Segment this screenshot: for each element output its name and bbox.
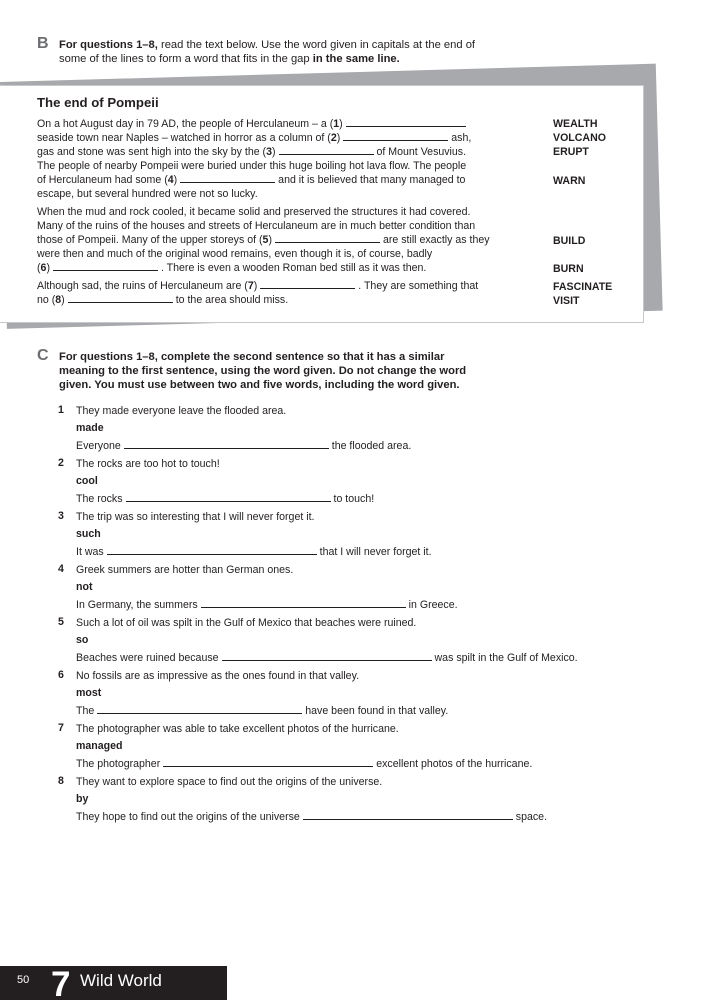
passage-text: . There is even a wooden Roman bed still as it was then. — [160, 262, 427, 274]
passage-line — [37, 173, 465, 187]
sentence-end: have been found in that valley. — [305, 705, 449, 717]
instr-part: in the same line. — [312, 53, 400, 65]
sentence-end: space. — [515, 811, 548, 823]
section-instructions — [59, 38, 475, 66]
passage-text: ) — [61, 294, 65, 306]
section-b-header — [37, 35, 637, 66]
keyword: WEALTH — [553, 118, 598, 130]
passage-text: ) — [339, 118, 343, 130]
rewrite-sentence — [76, 492, 374, 506]
key-word: made — [76, 422, 104, 434]
section-letter: C — [37, 347, 49, 364]
answer-gap[interactable] — [343, 131, 448, 141]
section-instructions — [59, 350, 466, 392]
answer-line[interactable] — [107, 545, 317, 555]
keyword: VOLCANO — [553, 132, 606, 144]
rewrite-sentence — [76, 598, 458, 612]
passage-text: . They are something that — [358, 280, 479, 292]
instr-part: read the text below. Use the word given in capitals at the end of — [157, 39, 476, 51]
passage-line — [37, 145, 466, 159]
question-number: 5 — [58, 616, 64, 628]
rewrite-sentence — [76, 545, 432, 559]
passage-line — [37, 293, 288, 307]
sentence-end: was spilt in the Gulf of Mexico. — [434, 652, 578, 664]
passage-line — [37, 279, 478, 293]
sentence-end: the flooded area. — [331, 440, 412, 452]
question-number: 1 — [58, 404, 64, 416]
sentence-start: It was — [76, 546, 104, 558]
question-sentence: The photographer was able to take excellent photos of the hurricane. — [76, 723, 399, 735]
question-number: 4 — [58, 563, 64, 575]
passage-line — [37, 219, 475, 233]
gap-number: 7 — [247, 280, 254, 292]
sentence-start: The — [76, 705, 95, 717]
answer-line[interactable] — [303, 810, 513, 820]
sentence-start: Beaches were ruined because — [76, 652, 219, 664]
answer-gap[interactable] — [68, 293, 173, 303]
passage-text: ) — [46, 262, 50, 274]
answer-gap[interactable] — [260, 279, 355, 289]
rewrite-sentence — [76, 651, 578, 665]
passage-text: ) — [272, 146, 276, 158]
question-number: 6 — [58, 669, 64, 681]
instr-part: For questions 1–8, — [59, 39, 158, 51]
sentence-start: The photographer — [76, 758, 161, 770]
key-word: by — [76, 793, 89, 805]
sentence-start: In Germany, the summers — [76, 599, 198, 611]
passage-text: On a hot August day in 79 AD, the people of Herculaneum – a ( — [37, 118, 334, 130]
gap-number: 5 — [262, 234, 269, 246]
answer-gap[interactable] — [279, 145, 374, 155]
passage-line — [37, 187, 258, 201]
passage-line — [37, 261, 426, 275]
keyword: BUILD — [553, 235, 586, 247]
sentence-start: The rocks — [76, 493, 123, 505]
passage-text: those of Pompeii. Many of the upper storeys of ( — [37, 234, 263, 246]
passage-text: were then and much of the original wood remains, even though it is, of course, badly — [37, 248, 433, 260]
passage-text: are still exactly as they — [382, 234, 490, 246]
gap-number: 6 — [40, 262, 47, 274]
passage-text: The people of nearby Pompeii were buried under this huge boiling hot lava flow. The people — [37, 160, 467, 172]
rewrite-sentence — [76, 704, 448, 718]
sentence-start: Everyone — [76, 440, 121, 452]
sentence-start: They hope to find out the origins of the universe — [76, 811, 300, 823]
key-word: most — [76, 687, 102, 699]
page-number: 50 — [17, 974, 30, 986]
passage-line — [37, 247, 432, 261]
answer-line[interactable] — [163, 757, 373, 767]
passage-text: of Herculaneum had some ( — [37, 174, 168, 186]
passage-text: ) — [336, 132, 341, 144]
question-sentence: The rocks are too hot to touch! — [76, 458, 220, 470]
answer-gap[interactable] — [346, 117, 466, 127]
passage-text: ) — [268, 234, 272, 246]
answer-gap[interactable] — [275, 233, 380, 243]
unit-title: Wild World — [80, 971, 162, 990]
gap-number: 4 — [167, 174, 174, 186]
question-number: 7 — [58, 722, 64, 734]
keyword: FASCINATE — [553, 281, 613, 293]
passage-text: of Mount Vesuvius. — [376, 146, 467, 158]
passage-text: Many of the ruins of the houses and streets of Herculaneum are in much better condition than — [37, 220, 476, 232]
keyword: VISIT — [553, 295, 580, 307]
keyword: BURN — [553, 263, 584, 275]
passage-title: The end of Pompeii — [37, 95, 159, 110]
rewrite-sentence — [76, 757, 532, 771]
unit-number: 7 — [51, 965, 71, 1004]
passage-text: seaside town near Naples – watched in horror as a column of ( — [37, 132, 331, 144]
sentence-end: to touch! — [333, 493, 375, 505]
passage-text: When the mud and rock cooled, it became solid and preserved the structures it had covered. — [37, 206, 471, 218]
page-footer — [0, 965, 227, 1004]
passage-text: ) — [173, 174, 178, 186]
passage-text: ) — [253, 280, 258, 292]
rewrite-sentence — [76, 810, 547, 824]
answer-line[interactable] — [124, 439, 329, 449]
passage-text: gas and stone was sent high into the sky by the ( — [37, 146, 267, 158]
answer-line[interactable] — [126, 492, 331, 502]
question-sentence: No fossils are as impressive as the ones found in that valley. — [76, 670, 360, 682]
question-sentence: They made everyone leave the flooded area. — [76, 405, 287, 417]
section-c-header — [37, 347, 637, 392]
passage-line — [37, 233, 490, 247]
passage-text: no ( — [37, 294, 56, 306]
passage-line — [37, 131, 471, 145]
gap-number: 8 — [55, 294, 62, 306]
gap-number: 3 — [266, 146, 272, 158]
answer-line[interactable] — [201, 598, 406, 608]
sentence-end: excellent photos of the hurricane. — [376, 758, 533, 770]
passage-text: to the area should miss. — [175, 294, 289, 306]
keyword: ERUPT — [553, 146, 589, 158]
key-word: such — [76, 528, 101, 540]
key-word: so — [76, 634, 89, 646]
question-sentence: The trip was so interesting that I will never forget it. — [76, 511, 315, 523]
section-letter: B — [37, 35, 49, 52]
answer-line[interactable] — [222, 651, 432, 661]
passage-text: ( — [37, 262, 41, 274]
instr-line: meaning to the first sentence, using the word given. Do not change the word — [59, 365, 467, 377]
instr-line: given. You must use between two and five words, including the word given. — [59, 379, 460, 391]
question-sentence: They want to explore space to find out the origins of the universe. — [76, 776, 383, 788]
sentence-end: that I will never forget it. — [319, 546, 432, 558]
sentence-end: in Greece. — [408, 599, 458, 611]
question-sentence: Such a lot of oil was spilt in the Gulf of Mexico that beaches were ruined. — [76, 617, 417, 629]
passage-text: escape, but several hundred were not so lucky. — [37, 188, 258, 200]
question-number: 2 — [58, 457, 64, 469]
passage-text: ash, — [451, 132, 472, 144]
key-word: cool — [76, 475, 98, 487]
instr-line: For questions 1–8, complete the second sentence so that it has a similar — [59, 351, 445, 363]
keyword: WARN — [553, 175, 586, 187]
passage-line — [37, 159, 466, 173]
rewrite-sentence — [76, 439, 411, 453]
key-word: managed — [76, 740, 123, 752]
instr-part: some of the lines to form a word that fits in the gap — [59, 53, 313, 65]
answer-gap[interactable] — [180, 173, 275, 183]
passage-line — [37, 205, 470, 219]
question-number: 3 — [58, 510, 64, 522]
key-word: not — [76, 581, 93, 593]
answer-gap[interactable] — [53, 261, 158, 271]
gap-number: 2 — [330, 132, 337, 144]
passage-text: and it is believed that many managed to — [278, 174, 466, 186]
gap-number: 1 — [333, 118, 340, 130]
answer-line[interactable] — [97, 704, 302, 714]
question-sentence: Greek summers are hotter than German ones. — [76, 564, 294, 576]
passage-line — [37, 117, 469, 131]
passage-text: Although sad, the ruins of Herculaneum are ( — [37, 280, 248, 292]
question-number: 8 — [58, 775, 64, 787]
